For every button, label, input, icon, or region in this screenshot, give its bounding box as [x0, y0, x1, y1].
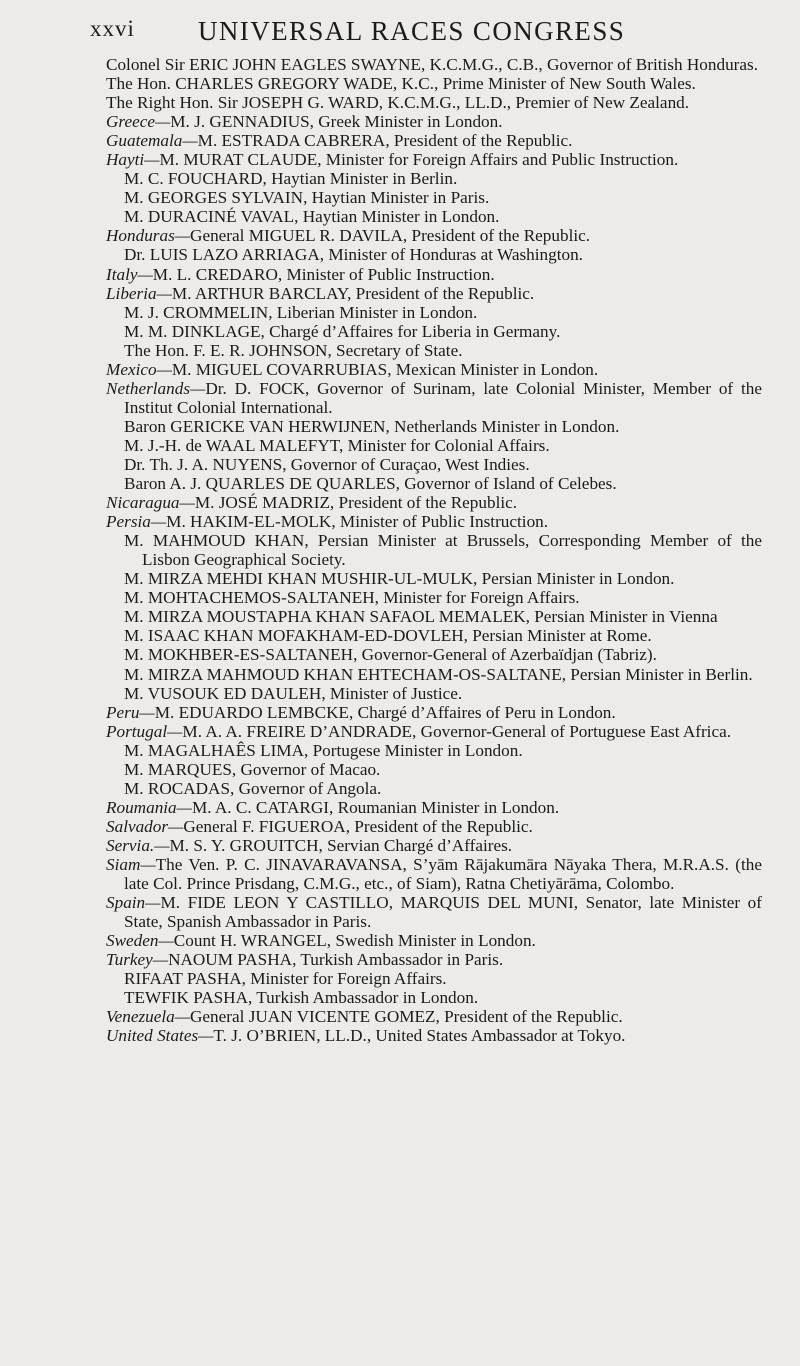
country-label: Netherlands— [106, 378, 206, 398]
list-entry [124, 207, 762, 226]
entry-text: M. J.-H. de WAAL MALEFYT, Minister for Colonial Affairs. [124, 435, 550, 455]
country-label: Hayti— [106, 150, 160, 170]
country-label: Turkey— [106, 950, 169, 970]
list-entry [124, 588, 762, 607]
entry-text: NAOUM PASHA, Turkish Ambassador in Paris. [168, 950, 504, 970]
entry-text: General MIGUEL R. DAVILA, President of the Republic. [190, 226, 591, 246]
entry-text: Dr. LUIS LAZO ARRIAGA, Minister of Honduras at Washington. [124, 245, 583, 265]
entry-text: M. MAGALHAÊS LIMA, Portugese Minister in London. [124, 740, 523, 760]
country-label: Guatemala— [106, 131, 198, 151]
list-entry [124, 988, 762, 1007]
country-label: Liberia— [106, 283, 172, 303]
list-entry [124, 303, 762, 322]
list-entry [124, 417, 762, 436]
list-entry [106, 150, 762, 169]
entry-text: M. L. CREDARO, Minister of Public Instruction. [152, 264, 495, 284]
entry-text: M. JOSÉ MADRIZ, President of the Republic. [194, 493, 518, 513]
entry-text: T. J. O’BRIEN, LL.D., United States Ambassador at Tokyo. [213, 1026, 626, 1046]
entry-text: M. J. GENNADIUS, Greek Minister in London. [170, 112, 503, 132]
list-entry [106, 93, 762, 112]
list-entry [106, 512, 762, 531]
country-label: Roumania— [106, 797, 192, 817]
entry-text: M. EDUARDO LEMBCKE, Chargé d’Affaires of Peru in London. [154, 702, 616, 722]
country-label: Italy— [106, 264, 153, 284]
list-entry [124, 760, 762, 779]
page-number: xxvi [90, 16, 135, 41]
entry-text: The Hon. CHARLES GREGORY WADE, K.C., Prime Minister of New South Wales. [106, 74, 696, 94]
list-entry [106, 722, 762, 741]
entry-text: M. VUSOUK ED DAULEH, Minister of Justice. [124, 683, 463, 703]
list-entry [106, 703, 762, 722]
list-entry [106, 360, 762, 379]
entry-text: M. S. Y. GROUITCH, Servian Chargé d’Affaires. [169, 835, 513, 855]
list-entry [106, 1007, 762, 1026]
list-entry [106, 493, 762, 512]
list-entry [106, 798, 762, 817]
list-entry [106, 893, 762, 931]
entry-text: M. MARQUES, Governor of Macao. [124, 759, 381, 779]
entry-text: RIFAAT PASHA, Minister for Foreign Affairs. [124, 969, 447, 989]
country-label: Spain— [106, 893, 161, 913]
list-entry [106, 817, 762, 836]
entry-text: The Ven. P. C. JINAVARAVANSA, S’yām Rājakumāra Nāyaka Thera, M.R.A.S. (the late Col. Prince Prisdang, C.M.G., etc., of Siam), Ratna Chetiyārāma, Colombo. [124, 854, 762, 894]
list-entry [106, 931, 762, 950]
list-entry [124, 169, 762, 188]
entry-text: M. MIGUEL COVARRUBIAS, Mexican Minister in London. [171, 359, 599, 379]
entry-text: M. MURAT CLAUDE, Minister for Foreign Affairs and Public Instruction. [159, 150, 679, 170]
list-entry [106, 265, 762, 284]
list-entry [106, 950, 762, 969]
list-entry [124, 474, 762, 493]
entry-text: General F. FIGUEROA, President of the Republic. [183, 816, 533, 836]
entry-text: M. MIRZA MEHDI KHAN MUSHIR-UL-MULK, Persian Minister in London. [124, 569, 675, 589]
entry-text: M. DURACINÉ VAVAL, Haytian Minister in London. [124, 207, 500, 227]
entry-text: M. MOKHBER-ES-SALTANEH, Governor-General of Azerbaïdjan (Tabriz). [124, 645, 657, 665]
entry-text: M. J. CROMMELIN, Liberian Minister in London. [124, 302, 478, 322]
entry-text: M. FIDE LEON Y CASTILLO, MARQUIS DEL MUNI, Senator, late Minister of State, Spanish Ambassador in Paris. [124, 893, 762, 932]
entry-text: M. A. A. FREIRE D’ANDRADE, Governor-General of Portuguese East Africa. [182, 721, 732, 741]
entry-text: M. ISAAC KHAN MOFAKHAM-ED-DOVLEH, Persian Minister at Rome. [124, 626, 652, 646]
entry-text: M. ESTRADA CABRERA, President of the Republic. [197, 131, 573, 151]
entry-text: M. C. FOUCHARD, Haytian Minister in Berlin. [124, 169, 458, 189]
list-entry [106, 226, 762, 245]
country-label: Servia.— [106, 835, 170, 855]
entry-text: M. ARTHUR BARCLAY, President of the Republic. [171, 283, 535, 303]
list-entry [124, 607, 762, 626]
list-of-representatives [106, 55, 762, 1045]
entry-text: Baron GERICKE VAN HERWIJNEN, Netherlands Minister in London. [124, 416, 620, 436]
entry-text: M. MIRZA MAHMOUD KHAN EHTECHAM-OS-SALTANE, Persian Minister in Berlin. [124, 664, 753, 684]
list-entry [124, 665, 762, 684]
entry-text: M. MAHMOUD KHAN, Persian Minister at Brussels, Corresponding Member of the Lisbon Geographical Society. [124, 531, 762, 570]
country-label: Portugal— [106, 721, 183, 741]
list-entry [124, 455, 762, 474]
entry-text: M. M. DINKLAGE, Chargé d’Affaires for Liberia in Germany. [124, 321, 561, 341]
list-entry [106, 55, 762, 74]
entry-text: The Hon. F. E. R. JOHNSON, Secretary of State. [124, 340, 463, 360]
entry-text: M. GEORGES SYLVAIN, Haytian Minister in Paris. [124, 188, 490, 208]
list-entry [124, 322, 762, 341]
entry-text: M. A. C. CATARGI, Roumanian Minister in London. [191, 797, 560, 817]
list-entry [124, 341, 762, 360]
entry-text: The Right Hon. Sir JOSEPH G. WARD, K.C.M.G., LL.D., Premier of New Zealand. [106, 93, 690, 113]
list-entry [124, 569, 762, 588]
list-entry [106, 131, 762, 150]
country-label: United States— [106, 1026, 214, 1046]
entry-text: General JUAN VICENTE GOMEZ, President of the Republic. [190, 1007, 623, 1027]
country-label: Greece— [106, 112, 171, 132]
list-entry [106, 836, 762, 855]
entry-text: M. MIRZA MOUSTAPHA KHAN SAFAOL MEMALEK, Persian Minister in Vienna [124, 607, 718, 627]
country-label: Persia— [106, 512, 167, 532]
country-label: Siam— [106, 854, 156, 874]
list-entry [124, 684, 762, 703]
country-label: Sweden— [106, 931, 174, 951]
list-entry [124, 531, 762, 569]
list-entry [124, 645, 762, 664]
country-label: Salvador— [106, 816, 184, 836]
list-entry [124, 245, 762, 264]
list-entry [124, 188, 762, 207]
list-entry [106, 855, 762, 893]
entry-text: Count H. WRANGEL, Swedish Minister in London. [173, 931, 536, 951]
list-entry [106, 74, 762, 93]
entry-text: Colonel Sir ERIC JOHN EAGLES SWAYNE, K.C.M.G., C.B., Governor of British Honduras. [106, 55, 759, 74]
list-entry [124, 741, 762, 760]
list-entry [124, 969, 762, 988]
entry-text: TEWFIK PASHA, Turkish Ambassador in London. [124, 988, 479, 1008]
entry-text: Baron A. J. QUARLES DE QUARLES, Governor of Island of Celebes. [124, 474, 617, 494]
list-entry [106, 379, 762, 417]
running-head: UNIVERSAL RACES CONGRESS [198, 16, 626, 46]
entry-text: Dr. D. FOCK, Governor of Surinam, late Colonial Minister, Member of the Institut Colonial International. [124, 378, 762, 417]
entry-text: M. MOHTACHEMOS-SALTANEH, Minister for Foreign Affairs. [124, 588, 580, 608]
list-entry [106, 284, 762, 303]
list-entry [124, 436, 762, 455]
country-label: Honduras— [106, 226, 191, 246]
list-entry [124, 626, 762, 645]
country-label: Mexico— [106, 359, 172, 379]
country-label: Peru— [106, 702, 155, 722]
list-entry [106, 112, 762, 131]
entry-text: M. HAKIM-EL-MOLK, Minister of Public Instruction. [166, 512, 549, 532]
list-entry [124, 779, 762, 798]
page-header [90, 16, 750, 46]
entry-text: Dr. Th. J. A. NUYENS, Governor of Curaçao, West Indies. [124, 454, 530, 474]
country-label: Nicaragua— [106, 493, 195, 513]
entry-text: M. ROCADAS, Governor of Angola. [124, 778, 382, 798]
country-label: Venezuela— [106, 1007, 191, 1027]
list-entry [106, 1026, 762, 1045]
